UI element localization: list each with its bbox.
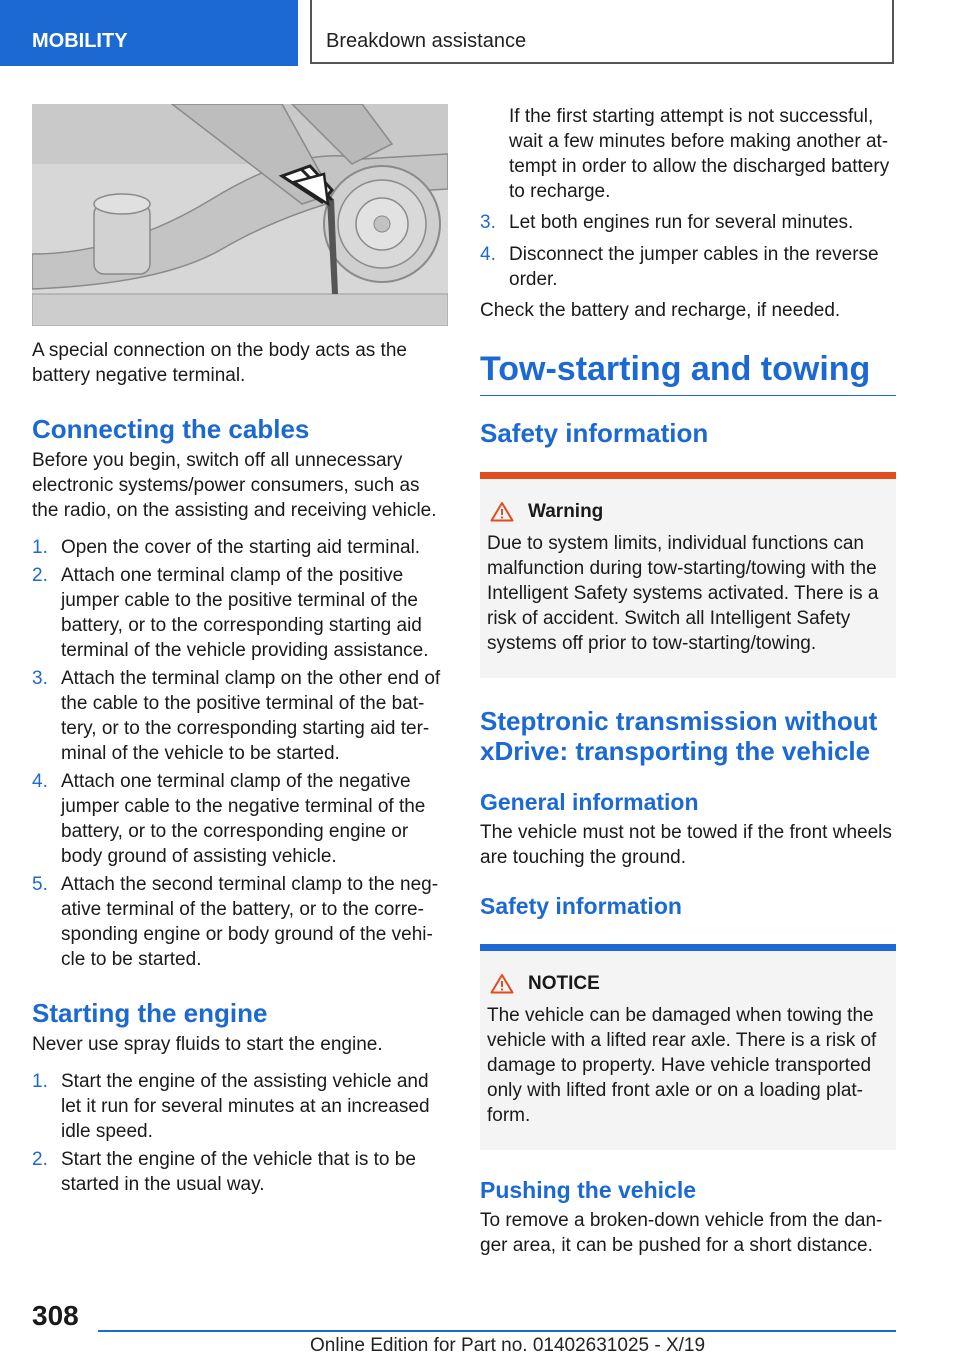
list-item: 4. Attach one terminal clamp of the negative jumper cable to the negative terminal of the battery, or to the corresponding engine or body ground of assisting vehicle. xyxy=(32,771,426,867)
check-battery-text: Check the battery and recharge, if needed. xyxy=(480,300,841,321)
starting-intro: Never use spray fluids to start the engine. xyxy=(32,1034,383,1055)
warning-triangle-icon xyxy=(490,973,514,994)
left-column xyxy=(32,104,448,1197)
list-item: 2. Attach one terminal clamp of the positive jumper cable to the positive terminal of the battery, or to the corresponding starting aid terminal of the vehicle providing assistance. xyxy=(32,565,429,661)
safety-information-heading: Safety information xyxy=(480,418,709,448)
warning-header xyxy=(490,499,888,524)
list-item: 2. Start the engine of the vehicle that is to be started in the usual way. xyxy=(32,1149,416,1195)
starting-steps xyxy=(32,1069,448,1197)
list-item: 3. Let both engines run for several minutes. xyxy=(480,212,854,233)
continued-paragraph: If the first starting attempt is not successful, wait a few minutes before making another at- tempt in order to allow the discharged battery to recharge. xyxy=(509,106,890,202)
safety-information-subheading: Safety information xyxy=(480,893,682,919)
notice-header xyxy=(490,971,888,996)
footer-divider xyxy=(98,1330,896,1332)
connecting-intro: Before you begin, switch off all unnecessary electronic systems/power consumers, such as the radio, on the assisting and receiving vehicle. xyxy=(32,450,437,521)
list-item: 1. Start the engine of the assisting vehicle and let it run for several minutes at an increased idle speed. xyxy=(32,1071,430,1142)
general-information-text: The vehicle must not be towed if the front wheels are touching the ground. xyxy=(480,822,892,868)
engine-bay-illustration xyxy=(32,104,448,326)
notice-label: NOTICE xyxy=(528,973,600,994)
pushing-vehicle-heading: Pushing the vehicle xyxy=(480,1177,696,1203)
section-tab: MOBILITY xyxy=(0,0,298,66)
list-item: 1. Open the cover of the starting aid terminal. xyxy=(32,537,421,558)
image-caption: A special connection on the body acts as the battery negative terminal. xyxy=(32,340,407,386)
warning-label: Warning xyxy=(528,501,604,522)
connecting-steps xyxy=(32,535,448,972)
list-item: 3. Attach the terminal clamp on the other end of the cable to the positive terminal of the bat- tery, or to the corresponding starting aid ter- minal of the vehicle to be started. xyxy=(32,668,441,764)
connecting-cables-heading: Connecting the cables xyxy=(32,414,310,444)
starting-engine-heading: Starting the engine xyxy=(32,998,268,1028)
general-information-heading: General information xyxy=(480,789,699,815)
notice-box xyxy=(480,944,896,1150)
edition-footer: Online Edition for Part no. 01402631025 - X/19 xyxy=(310,1335,706,1356)
notice-text: The vehicle can be damaged when towing the vehicle with a lifted rear axle. There is a risk of damage to property. Have vehicle transported only with lifted front axle or on a loading plat- form. xyxy=(487,1005,877,1126)
right-column xyxy=(480,104,896,1258)
warning-box xyxy=(480,472,896,678)
steptronic-heading: Steptronic transmission without xDrive: transporting the vehicle xyxy=(480,706,878,766)
page-number: 308 xyxy=(32,1300,79,1331)
page-header xyxy=(0,0,960,66)
chapter-title: Breakdown assistance xyxy=(310,0,894,64)
warning-text: Due to system limits, individual functions can malfunction during tow-starting/towing with the Intelligent Safety systems activated. There is a risk of accident. Switch all Intelligent Safety systems off prior to tow-starting/towing. xyxy=(487,533,879,654)
list-item: 4. Disconnect the jumper cables in the reverse order. xyxy=(480,244,879,290)
pushing-vehicle-text: To remove a broken-down vehicle from the dan- ger area, it can be pushed for a short distance. xyxy=(480,1210,883,1256)
list-item: 5. Attach the second terminal clamp to the neg- ative terminal of the battery, or to the corre- sponding engine or body ground of the vehi- cle to be started. xyxy=(32,874,439,970)
tow-starting-heading: Tow-starting and towing xyxy=(480,349,896,396)
warning-triangle-icon xyxy=(490,501,514,522)
remaining-steps xyxy=(480,210,896,292)
